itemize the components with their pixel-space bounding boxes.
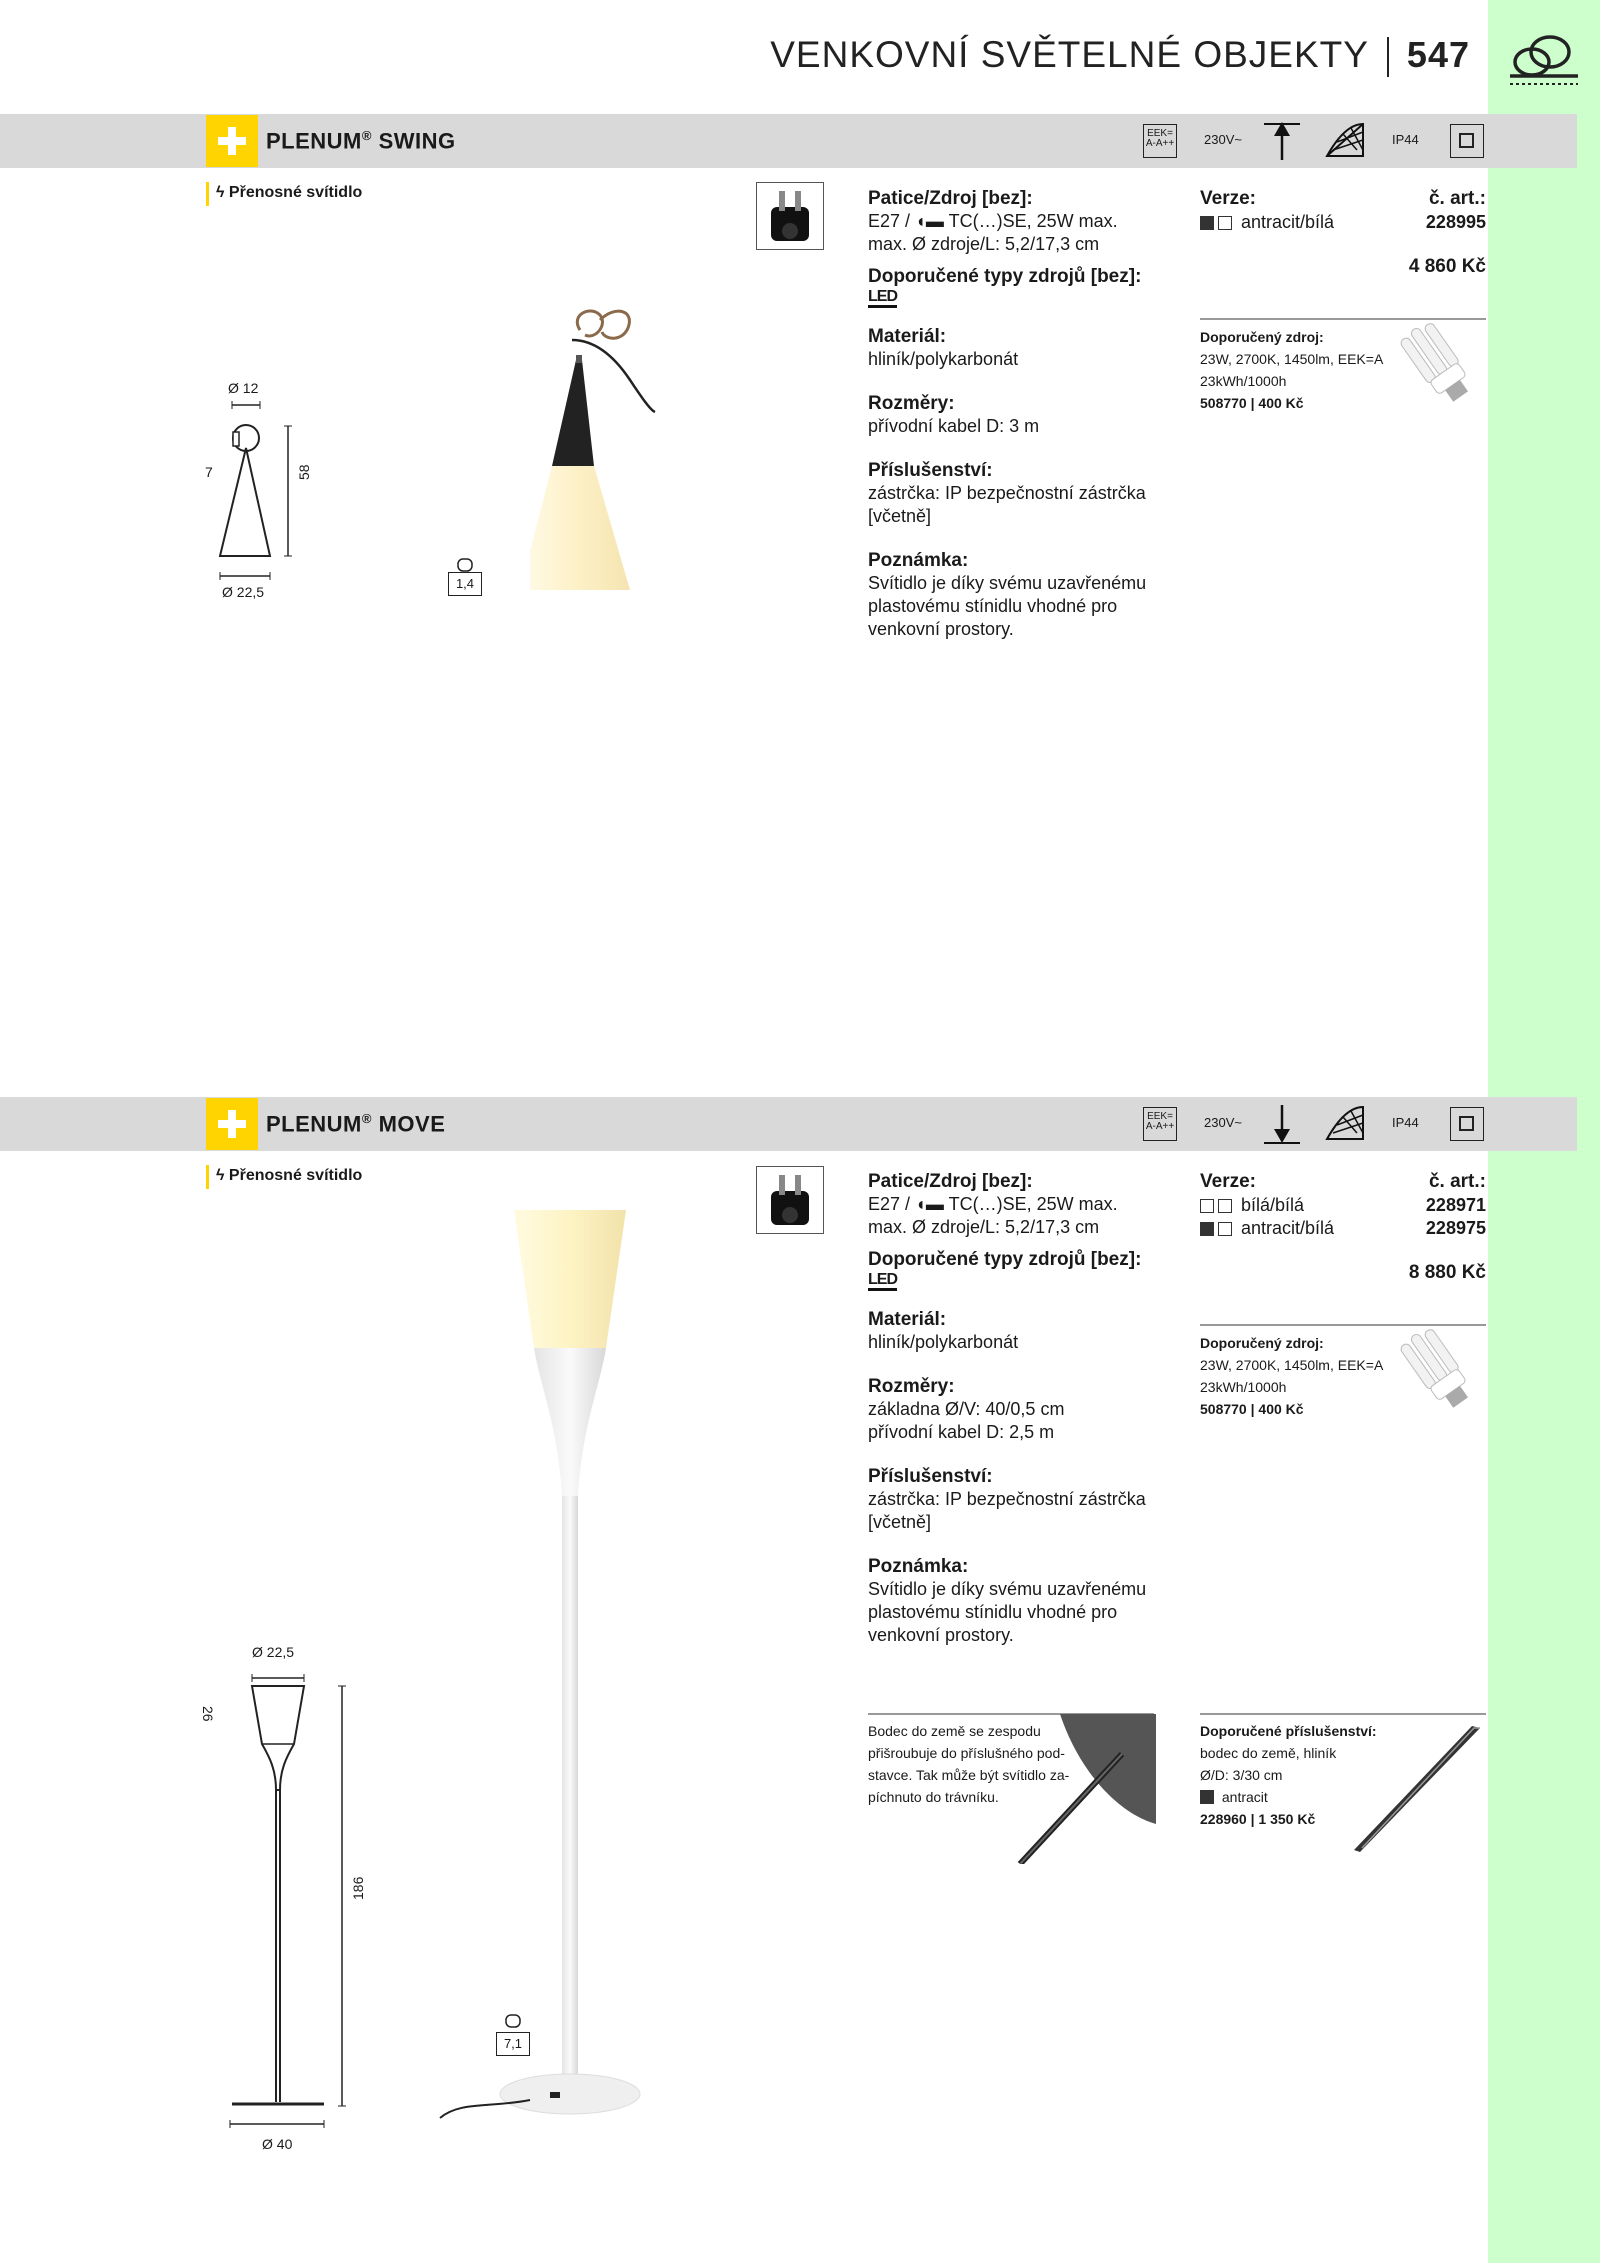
recommended-types-label: Doporučené typy zdrojů [bez]:	[868, 1249, 1142, 1270]
ground-spike-image	[1350, 1724, 1486, 1854]
registered-mark: ®	[361, 1111, 372, 1126]
color-swatch	[1200, 1222, 1214, 1236]
version-row: bílá/bílá	[1200, 1194, 1304, 1217]
weight-handle-icon	[455, 558, 475, 572]
tube-lamp-icon: ◖▬	[915, 1194, 944, 1214]
article-label: č. art.:	[1428, 188, 1486, 209]
price: 4 860 Kč	[1408, 256, 1486, 277]
color-swatch	[1218, 216, 1232, 230]
section-title: VENKOVNÍ SVĚTELNÉ OBJEKTY	[770, 34, 1369, 75]
product-name: PLENUM	[266, 1111, 362, 1137]
dimension-diameter-top: Ø 12	[228, 380, 259, 396]
note-line: Svítidlo je díky svému uzavřenému	[868, 573, 1147, 593]
subtype-marker	[206, 1165, 209, 1189]
dimensions-value: základna Ø/V: 40/0,5 cm	[868, 1399, 1065, 1419]
dimensions-value: přívodní kabel D: 3 m	[868, 416, 1040, 436]
socket-line: E27 / ◖▬ TC(…)SE, 25W max.	[868, 211, 1118, 231]
recommended-accessory: Doporučené příslušenství: bodec do země, hliník Ø/D: 3/30 cm antracit 228960 | 1 350 Kč	[1200, 1723, 1377, 1827]
bulb-image	[1390, 1326, 1486, 1418]
version-row: antracit/bílá	[1200, 1217, 1334, 1240]
material-value: hliník/polykarbonát	[868, 1332, 1019, 1352]
material-value: hliník/polykarbonát	[868, 349, 1019, 369]
note-line: Svítidlo je díky svému uzavřenému	[868, 1579, 1147, 1599]
note-label: Poznámka:	[868, 1556, 969, 1577]
note-line: venkovní prostory.	[868, 1625, 1014, 1645]
beam-pattern-icon	[1323, 1103, 1367, 1143]
accessories-label: Příslušenství:	[868, 460, 993, 481]
socket-image	[756, 182, 824, 250]
spike-mount-image	[1010, 1714, 1156, 1864]
ip-rating: IP44	[1392, 1115, 1419, 1130]
note-line: venkovní prostory.	[868, 619, 1014, 639]
article-number: 228995	[1425, 212, 1486, 232]
accessories-label: Příslušenství:	[868, 1466, 993, 1487]
versions-label: Verze:	[1200, 1171, 1256, 1192]
product-title	[266, 128, 456, 154]
energy-label-icon: EEK= A-A++	[1143, 124, 1177, 158]
accessories-line: [včetně]	[868, 1512, 932, 1532]
divider	[1200, 1713, 1486, 1715]
dimension-side: 26	[200, 1706, 216, 1722]
recommended-source: Doporučený zdroj: 23W, 2700K, 1450lm, EEK=A 23kWh/1000h 508770 | 400 Kč	[1200, 329, 1384, 411]
color-swatch	[1200, 1199, 1214, 1213]
arrow-up-icon	[1262, 120, 1302, 162]
arrow-down-icon	[1262, 1103, 1302, 1145]
dimension-diameter-bottom: Ø 22,5	[222, 584, 265, 600]
color-swatch	[1200, 1790, 1214, 1804]
recommended-source: Doporučený zdroj: 23W, 2700K, 1450lm, EEK=A 23kWh/1000h 508770 | 400 Kč	[1200, 1335, 1384, 1417]
note-line: plastovému stínidlu vhodné pro	[868, 596, 1118, 616]
protection-class-icon	[1450, 1107, 1484, 1141]
material-label: Materiál:	[868, 1309, 947, 1330]
socket-size: max. Ø zdroje/L: 5,2/17,3 cm	[868, 234, 1100, 254]
product-model: MOVE	[378, 1111, 446, 1137]
accessories-line: zástrčka: IP bezpečnostní zástrčka	[868, 1489, 1146, 1509]
energy-label-icon: EEK= A-A++	[1143, 1107, 1177, 1141]
socket-label: Patice/Zdroj [bez]:	[868, 188, 1033, 209]
ip-rating: IP44	[1392, 132, 1419, 147]
beam-pattern-icon	[1323, 120, 1367, 160]
spike-note: Bodec do země se zespodu přišroubuje do příslušného pod- stavce. Tak může být svítidlo za- píchnuto do trávníku.	[868, 1723, 1070, 1805]
led-icon: LED	[868, 1272, 897, 1291]
note-label: Poznámka:	[868, 550, 969, 571]
technical-drawing	[200, 1640, 360, 2140]
page-header	[770, 34, 1470, 77]
product-image	[530, 300, 680, 610]
header-divider	[1387, 37, 1389, 77]
weight-value: 7,1	[496, 2032, 530, 2056]
material-label: Materiál:	[868, 326, 947, 347]
color-swatch	[1200, 216, 1214, 230]
spec-column	[868, 188, 1168, 641]
versions-label: Verze:	[1200, 188, 1256, 209]
voltage-label: 230V~	[1204, 132, 1242, 147]
article-number: 228975	[1425, 1218, 1486, 1238]
page-number: 547	[1406, 34, 1470, 75]
product-title	[266, 1111, 445, 1137]
article-label: č. art.:	[1428, 1171, 1486, 1192]
voltage-label: 230V~	[1204, 1115, 1242, 1130]
socket-image	[756, 1166, 824, 1234]
dimension-side: 7	[205, 464, 213, 480]
note-line: plastovému stínidlu vhodné pro	[868, 1602, 1118, 1622]
dimension-height: 58	[296, 464, 312, 480]
price: 8 880 Kč	[1408, 1262, 1486, 1283]
product-subtype: ϟ Přenosné svítidlo	[216, 1167, 363, 1184]
garden-lamp-icon	[1506, 30, 1582, 94]
led-icon: LED	[868, 289, 897, 308]
tube-lamp-icon: ◖▬	[915, 211, 944, 231]
dimension-diameter-top: Ø 22,5	[252, 1644, 295, 1660]
dimensions-value: přívodní kabel D: 2,5 m	[868, 1422, 1055, 1442]
weight-value: 1,4	[448, 572, 482, 596]
accessories-line: zástrčka: IP bezpečnostní zástrčka	[868, 483, 1146, 503]
product-name: PLENUM	[266, 128, 362, 154]
subtype-marker	[206, 182, 209, 206]
protection-class-icon	[1450, 124, 1484, 158]
accessories-line: [včetně]	[868, 506, 932, 526]
product-image	[430, 1196, 680, 2136]
socket-label: Patice/Zdroj [bez]:	[868, 1171, 1033, 1192]
dimensions-label: Rozměry:	[868, 393, 955, 414]
bulb-image	[1390, 320, 1486, 412]
plus-logo-icon	[206, 115, 258, 167]
dimensions-label: Rozměry:	[868, 1376, 955, 1397]
spec-column	[868, 1171, 1168, 1647]
registered-mark: ®	[361, 128, 372, 143]
version-row: antracit/bílá	[1200, 211, 1334, 234]
plus-logo-icon	[206, 1098, 258, 1150]
socket-size: max. Ø zdroje/L: 5,2/17,3 cm	[868, 1217, 1100, 1237]
article-number: 228971	[1425, 1195, 1486, 1215]
recommended-types-label: Doporučené typy zdrojů [bez]:	[868, 266, 1142, 287]
product-model: SWING	[378, 128, 456, 154]
color-swatch	[1218, 1199, 1232, 1213]
technical-drawing	[200, 370, 330, 610]
dimension-diameter-bottom: Ø 40	[262, 2136, 293, 2152]
socket-line: E27 / ◖▬ TC(…)SE, 25W max.	[868, 1194, 1118, 1214]
dimension-height: 186	[350, 1876, 366, 1900]
product-subtype: ϟ Přenosné svítidlo	[216, 184, 363, 201]
color-swatch	[1218, 1222, 1232, 1236]
